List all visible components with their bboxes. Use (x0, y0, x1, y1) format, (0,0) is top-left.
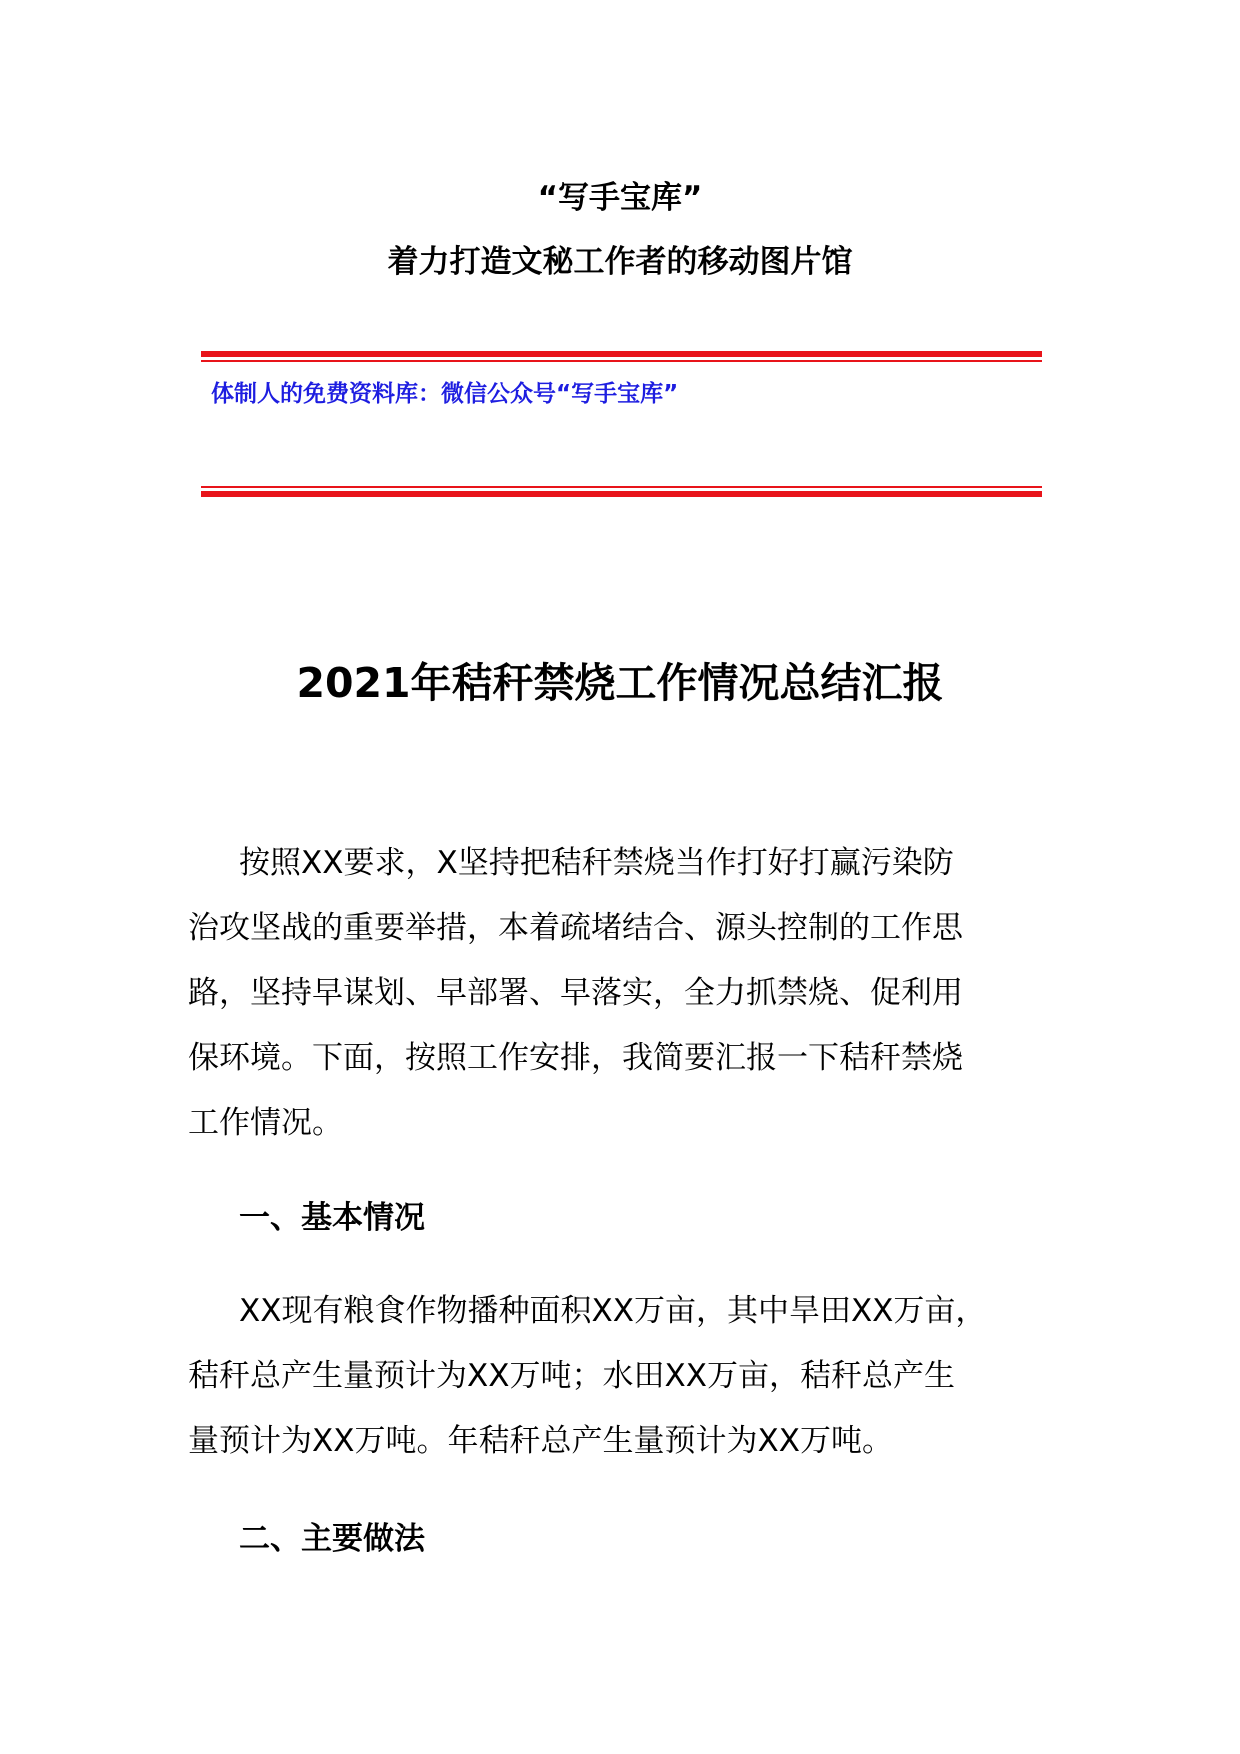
document-title: 2021年秸秆禁烧工作情况总结汇报 (296, 659, 944, 707)
paragraph-line: 量预计为XX万吨。年秸秆总产生量预计为XX万吨。 (188, 1423, 893, 1459)
section-heading-basic: 一、基本情况 (239, 1200, 425, 1236)
paragraph-line: 治攻坚战的重要举措，本着疏堵结合、源头控制的工作思 (188, 910, 963, 946)
notice-text: 体制人的免费资料库：微信公众号“写手宝库” (211, 381, 679, 407)
paragraph-line: 秸秆总产生量预计为XX万吨；水田XX万亩，秸秆总产生 (188, 1358, 955, 1394)
top-rule-thin (201, 360, 1042, 362)
header-subtitle: 着力打造文秘工作者的移动图片馆 (387, 244, 853, 280)
bottom-rule-thick (201, 491, 1042, 497)
paragraph-line: XX现有粮食作物播种面积XX万亩，其中旱田XX万亩， (239, 1293, 987, 1329)
paragraph-line: 按照XX要求，X坚持把秸秆禁烧当作打好打赢污染防 (239, 845, 954, 881)
header-title: “写手宝库” (537, 180, 703, 216)
intro-paragraph (188, 831, 1088, 1156)
section1-paragraph (188, 1279, 1088, 1474)
top-rule-thick (201, 351, 1042, 357)
paragraph-line: 工作情况。 (188, 1105, 343, 1141)
paragraph-line: 路，坚持早谋划、早部署、早落实，全力抓禁烧、促利用 (188, 975, 963, 1011)
section-heading-methods: 二、主要做法 (239, 1521, 425, 1557)
bottom-rule-thin (201, 486, 1042, 488)
paragraph-line: 保环境。下面，按照工作安排，我简要汇报一下秸秆禁烧 (188, 1040, 963, 1076)
